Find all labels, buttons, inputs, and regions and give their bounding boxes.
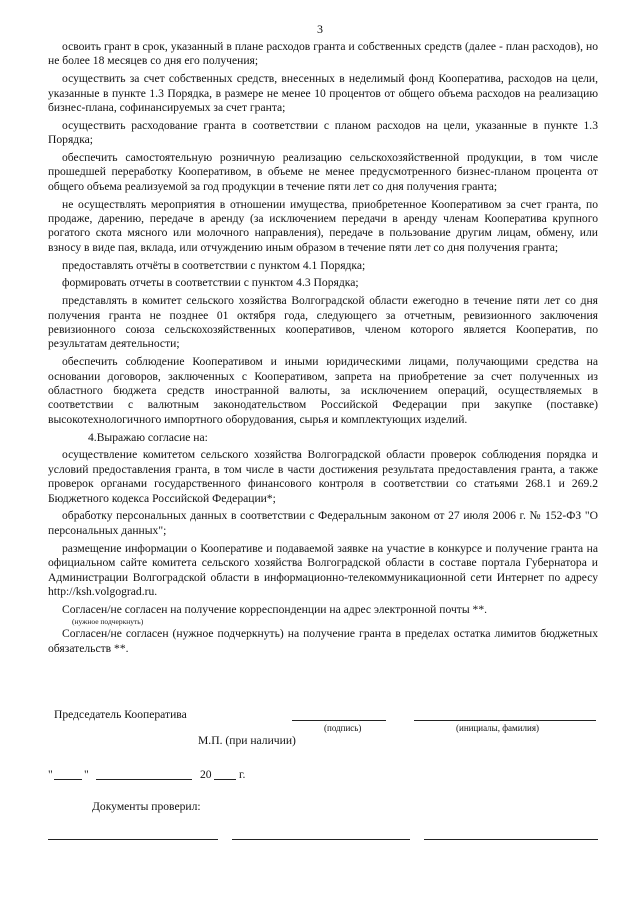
- name-caption: (инициалы, фамилия): [456, 723, 539, 733]
- year-line[interactable]: [214, 779, 236, 780]
- checker-name-line[interactable]: [424, 839, 598, 840]
- paragraph: обеспечить самостоятельную розничную реализацию сельскохозяйственной продукции, в том числе прошедшей переработку Кооперативом, в объеме не менее предусмотренного бизнес-планом процента от общего объема реализуемой за год продукции в течение пяти лет со дня получения гранта;: [48, 151, 598, 193]
- documents-checked-label: Документы проверил:: [92, 800, 201, 813]
- paragraph: осуществить расходование гранта в соответствии с планом расходов на цели, указанные в пункте 1.3 Порядка;: [48, 118, 598, 147]
- consent-item: размещение информации о Кооперативе и подаваемой заявке на участие в конкурсе и получение гранта на официальном сайте комитета сельского хозяйства Волгоградской области в составе портала Губернатора и Администрации Волгоградской области в информационно-телекоммуникационной сети Интернет по адресу http://ksh.volgograd.ru.: [48, 541, 598, 598]
- paragraph: предоставлять отчёты в соответствии с пунктом 4.1 Порядка;: [62, 258, 366, 272]
- checker-position-line[interactable]: [48, 839, 218, 840]
- consent-item: обработку персональных данных в соответствии с Федеральным законом от 27 июля 2006 г. № 152-ФЗ "О персональных данных";: [48, 509, 598, 537]
- year-suffix: г.: [239, 768, 246, 781]
- checker-signature-line[interactable]: [232, 839, 410, 840]
- page-number: 3: [317, 22, 323, 36]
- paragraph: освоить грант в срок, указанный в плане расходов гранта и собственных средств (далее - план расходов), но не более 18 месяцев со дня его получения;: [48, 40, 598, 68]
- date-close-quote: ": [84, 768, 89, 781]
- email-consent: Согласен/не согласен на получение корреспонденции на адрес электронной почты **.: [62, 602, 488, 616]
- budget-consent: Согласен/не согласен (нужное подчеркнуть) на получение гранта в пределах остатка лимитов бюджетных обязательств **.: [48, 627, 598, 655]
- consent-item: осуществление комитетом сельского хозяйства Волгоградской области проверок соблюдения порядка и условий предоставления гранта, в том числе в части достижения результата предоставления гранта, а также проверок органами государственного финансового контроля в соответствии со статьями 268.1 и 269.2 Бюджетного кодекса Российской Федерации*;: [48, 448, 598, 505]
- stamp-label: М.П. (при наличии): [198, 734, 296, 747]
- paragraph: не осуществлять мероприятия в отношении имущества, приобретенное Кооперативом за счет гранта, по продаже, дарению, передаче в аренду (за исключением передачи в аренду членам Кооператива крупного рогатого скота мясного или молочного направления), передаче в пользование другим лицам, обмену, или взносу в виде пая, вклада, или отчуждению иным образом в течение пяти лет со дня получения гранта;: [48, 197, 598, 254]
- signature-line[interactable]: [292, 720, 386, 721]
- document-body: [48, 40, 598, 659]
- paragraph: обеспечить соблюдение Кооперативом и иными юридическими лицами, получающими средства на основании договоров, заключенных с Кооперативом, запрета на приобретение за счет полученных из областного бюджета средств иностранной валюты, за исключением операций, осуществляемых в соответствии с валютным законодательством Российской Федерации при закупке (поставке) высокотехнологичного импортного оборудования, сырья и комплектующих изделий.: [48, 355, 598, 426]
- chair-label: Председатель Кооператива: [54, 708, 187, 721]
- section-4-title: 4.Выражаю согласие на:: [88, 430, 208, 444]
- paragraph: представлять в комитет сельского хозяйства Волгоградской области ежегодно в течение пяти лет со дня получения гранта не позднее 01 октября года, следующего за отчетным, ревизионного заключения ревизионного союза сельскохозяйственных кооперативов, членом которого является Кооператив, по результатам деятельности;: [48, 294, 598, 351]
- date-day-line[interactable]: [54, 779, 82, 780]
- name-line[interactable]: [414, 720, 596, 721]
- signature-caption: (подпись): [324, 723, 362, 733]
- date-open-quote: ": [48, 768, 53, 781]
- paragraph: осуществить за счет собственных средств, внесенных в неделимый фонд Кооператива, расходов на цели, указанные в пункте 1.3 Порядка, в размере не менее 10 процентов от общего объема расходов на реализацию бизнес-плана, софинансируемых за счет гранта;: [48, 72, 598, 115]
- paragraph: формировать отчеты в соответствии с пунктом 4.3 Порядка;: [62, 276, 359, 290]
- year-prefix: 20: [200, 768, 212, 781]
- date-month-line[interactable]: [96, 779, 192, 780]
- email-consent-note: (нужное подчеркнуть): [72, 617, 144, 627]
